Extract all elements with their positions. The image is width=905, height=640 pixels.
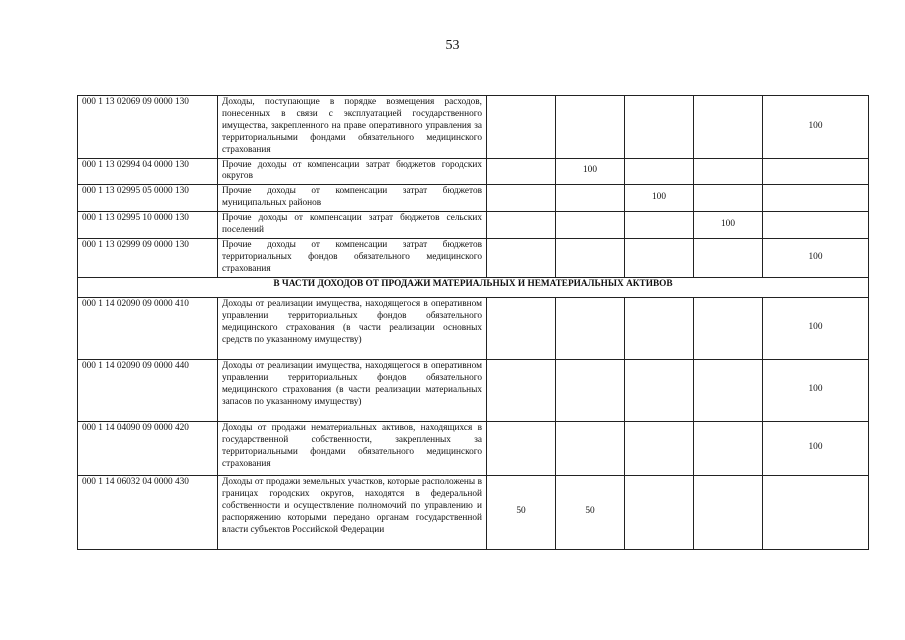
percent-cell-1 (487, 158, 556, 185)
percent-cell-4: 100 (694, 212, 763, 239)
percent-cell-3 (625, 359, 694, 421)
percent-cell-4 (694, 297, 763, 359)
percent-cell-1 (487, 359, 556, 421)
section-title: В ЧАСТИ ДОХОДОВ ОТ ПРОДАЖИ МАТЕРИАЛЬНЫХ И НЕМАТЕРИАЛЬНЫХ АКТИВОВ (78, 277, 869, 297)
table-row (78, 297, 869, 359)
percent-cell-3 (625, 96, 694, 159)
percent-cell-3 (625, 239, 694, 278)
revenue-description: Прочие доходы от компенсации затрат бюджетов территориальных фондов обязательного медицинского страхования (218, 239, 487, 278)
table-row (78, 475, 869, 549)
budget-code: 000 1 14 02090 09 0000 440 (78, 359, 218, 421)
percent-cell-3 (625, 158, 694, 185)
table-row (78, 359, 869, 421)
section-header-row (78, 277, 869, 297)
revenue-table (77, 95, 869, 550)
percent-cell-1: 50 (487, 475, 556, 549)
revenue-description: Доходы, поступающие в порядке возмещения расходов, понесенных в связи с эксплуатацией государственного имущества, закрепленного на праве оперативного управления за территориальными фондами обязательного медицинского страхования (218, 96, 487, 159)
percent-cell-4 (694, 185, 763, 212)
table-row (78, 185, 869, 212)
percent-cell-4 (694, 475, 763, 549)
percent-cell-4 (694, 421, 763, 475)
percent-cell-5: 100 (763, 421, 869, 475)
table-row (78, 239, 869, 278)
page-number: 53 (445, 38, 460, 53)
percent-cell-3 (625, 297, 694, 359)
percent-cell-5: 100 (763, 96, 869, 159)
budget-code: 000 1 13 02069 09 0000 130 (78, 96, 218, 159)
budget-code: 000 1 13 02995 10 0000 130 (78, 212, 218, 239)
revenue-description: Доходы от реализации имущества, находящегося в оперативном управлении территориальных фондов обязательного медицинского страхования (в части реализации материальных запасов по указанному имуществу) (218, 359, 487, 421)
table-row (78, 421, 869, 475)
percent-cell-1 (487, 297, 556, 359)
percent-cell-2 (556, 212, 625, 239)
percent-cell-1 (487, 212, 556, 239)
revenue-description: Прочие доходы от компенсации затрат бюджетов муниципальных районов (218, 185, 487, 212)
percent-cell-3: 100 (625, 185, 694, 212)
revenue-description: Доходы от продажи нематериальных активов, находящихся в государственной собственности, закрепленных за территориальными фондами обязательного медицинского страхования (218, 421, 487, 475)
percent-cell-2 (556, 185, 625, 212)
percent-cell-4 (694, 359, 763, 421)
percent-cell-4 (694, 96, 763, 159)
revenue-description: Доходы от реализации имущества, находящегося в оперативном управлении территориальных фондов обязательного медицинского страхования (в части реализации основных средств по указанному имуществу) (218, 297, 487, 359)
budget-code: 000 1 13 02999 09 0000 130 (78, 239, 218, 278)
percent-cell-5 (763, 185, 869, 212)
budget-code: 000 1 14 06032 04 0000 430 (78, 475, 218, 549)
table-row (78, 96, 869, 159)
percent-cell-3 (625, 421, 694, 475)
percent-cell-4 (694, 239, 763, 278)
percent-cell-2 (556, 96, 625, 159)
percent-cell-5 (763, 212, 869, 239)
percent-cell-1 (487, 96, 556, 159)
budget-code: 000 1 14 02090 09 0000 410 (78, 297, 218, 359)
percent-cell-2 (556, 421, 625, 475)
percent-cell-4 (694, 158, 763, 185)
revenue-description: Доходы от продажи земельных участков, которые расположены в границах городских округов, находятся в федеральной собственности и осуществление полномочий по управлению и распоряжению которыми передано органам государственной власти субъектов Российской Федерации (218, 475, 487, 549)
revenue-description: Прочие доходы от компенсации затрат бюджетов городских округов (218, 158, 487, 185)
budget-code: 000 1 14 04090 09 0000 420 (78, 421, 218, 475)
percent-cell-2: 50 (556, 475, 625, 549)
percent-cell-2 (556, 359, 625, 421)
percent-cell-1 (487, 185, 556, 212)
revenue-description: Прочие доходы от компенсации затрат бюджетов сельских поселений (218, 212, 487, 239)
percent-cell-5: 100 (763, 239, 869, 278)
percent-cell-5: 100 (763, 359, 869, 421)
table-row (78, 158, 869, 185)
table-row (78, 212, 869, 239)
percent-cell-2 (556, 239, 625, 278)
budget-code: 000 1 13 02995 05 0000 130 (78, 185, 218, 212)
percent-cell-5 (763, 158, 869, 185)
percent-cell-2: 100 (556, 158, 625, 185)
percent-cell-3 (625, 212, 694, 239)
budget-code: 000 1 13 02994 04 0000 130 (78, 158, 218, 185)
percent-cell-1 (487, 239, 556, 278)
percent-cell-5: 100 (763, 297, 869, 359)
percent-cell-1 (487, 421, 556, 475)
percent-cell-3 (625, 475, 694, 549)
percent-cell-2 (556, 297, 625, 359)
percent-cell-5 (763, 475, 869, 549)
